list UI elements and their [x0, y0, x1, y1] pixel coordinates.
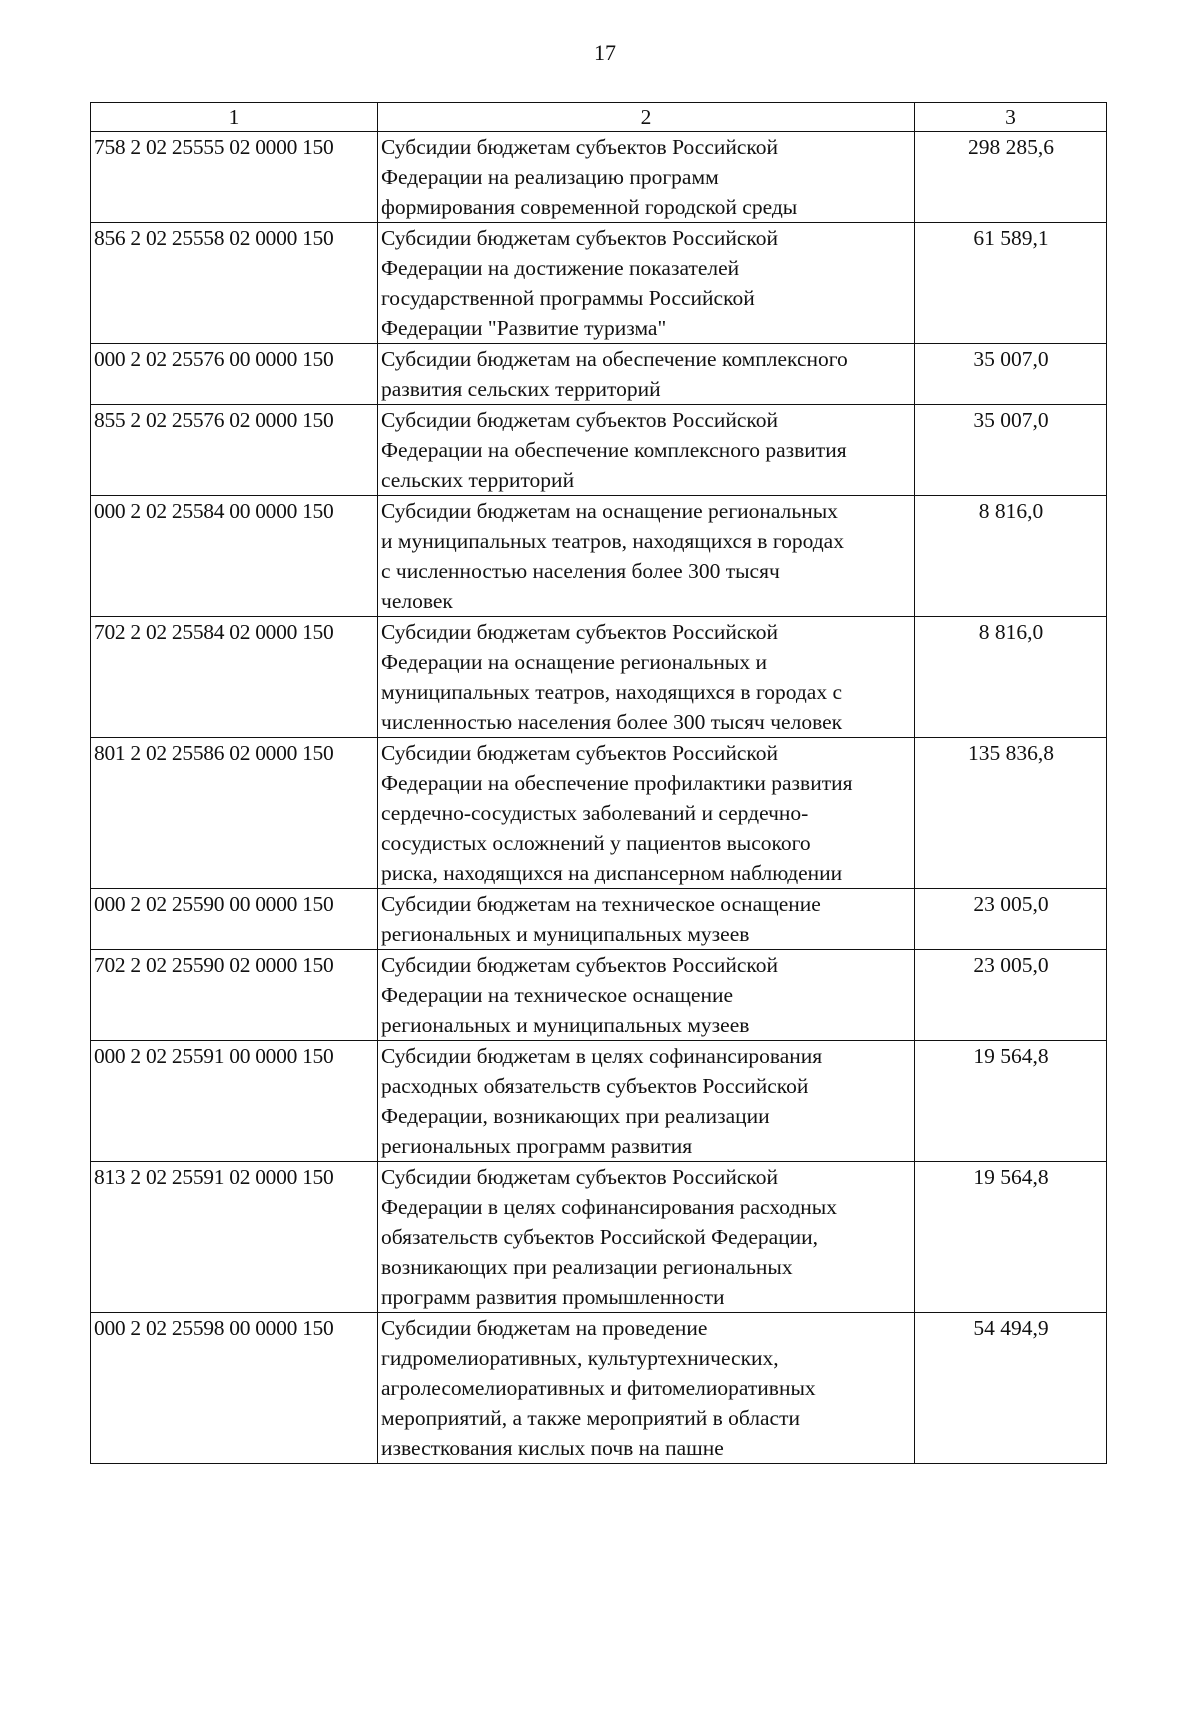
table-row: [91, 889, 1107, 950]
table-row: [91, 617, 1107, 738]
description-line: агролесомелиоративных и фитомелиоративных: [381, 1376, 816, 1400]
description-line: и муниципальных театров, находящихся в городах: [381, 529, 844, 553]
amount-cell: 298 285,6: [915, 132, 1107, 223]
table-row: [91, 496, 1107, 617]
budget-code-cell: 702 2 02 25584 02 0000 150: [91, 617, 378, 738]
description-line: Субсидии бюджетам субъектов Российской: [381, 620, 779, 644]
description-line: региональных программ развития: [381, 1134, 693, 1158]
description-cell: [378, 344, 915, 405]
description-line: Субсидии бюджетам на оснащение региональных: [381, 499, 838, 523]
budget-code-cell: 000 2 02 25584 00 0000 150: [91, 496, 378, 617]
description-line: Субсидии бюджетам субъектов Российской: [381, 953, 779, 977]
description-line: Федерации на достижение показателей: [381, 256, 740, 280]
description-cell: [378, 1313, 915, 1464]
budget-code-cell: 856 2 02 25558 02 0000 150: [91, 223, 378, 344]
description-line: Субсидии бюджетам субъектов Российской: [381, 226, 779, 250]
description-cell: [378, 950, 915, 1041]
description-line: формирования современной городской среды: [381, 195, 798, 219]
table-row: [91, 738, 1107, 889]
description-line: Федерации, возникающих при реализации: [381, 1104, 770, 1128]
description-line: Субсидии бюджетам на техническое оснащение: [381, 892, 821, 916]
table-header-row: [91, 103, 1107, 132]
description-line: сельских территорий: [381, 468, 575, 492]
table-row: [91, 132, 1107, 223]
column-header-amount: 3: [915, 103, 1107, 132]
description-line: Субсидии бюджетам в целях софинансирования: [381, 1044, 823, 1068]
budget-code-cell: 702 2 02 25590 02 0000 150: [91, 950, 378, 1041]
description-cell: [378, 405, 915, 496]
description-cell: [378, 132, 915, 223]
amount-cell: 135 836,8: [915, 738, 1107, 889]
budget-code-cell: 801 2 02 25586 02 0000 150: [91, 738, 378, 889]
description-cell: [378, 496, 915, 617]
description-line: возникающих при реализации региональных: [381, 1255, 793, 1279]
table-row: [91, 1162, 1107, 1313]
description-line: Федерации на обеспечение комплексного развития: [381, 438, 847, 462]
amount-cell: 61 589,1: [915, 223, 1107, 344]
description-line: региональных и муниципальных музеев: [381, 922, 750, 946]
description-line: сердечно-сосудистых заболеваний и сердечно-: [381, 801, 809, 825]
description-line: Федерации на реализацию программ: [381, 165, 719, 189]
description-line: муниципальных театров, находящихся в городах с: [381, 680, 843, 704]
amount-cell: 54 494,9: [915, 1313, 1107, 1464]
description-line: Федерации "Развитие туризма": [381, 316, 667, 340]
page-number: 17: [594, 40, 616, 65]
description-cell: [378, 1162, 915, 1313]
description-line: сосудистых осложнений у пациентов высокого: [381, 831, 811, 855]
description-cell: [378, 889, 915, 950]
description-line: численностью населения более 300 тысяч человек: [381, 710, 843, 734]
description-line: Субсидии бюджетам субъектов Российской: [381, 1165, 779, 1189]
description-line: Субсидии бюджетам на проведение: [381, 1316, 708, 1340]
column-header-code: 1: [91, 103, 378, 132]
description-line: Субсидии бюджетам субъектов Российской: [381, 408, 779, 432]
description-line: Субсидии бюджетам на обеспечение комплексного: [381, 347, 848, 371]
description-line: Федерации на обеспечение профилактики развития: [381, 771, 853, 795]
description-line: Федерации на оснащение региональных и: [381, 650, 767, 674]
description-line: Субсидии бюджетам субъектов Российской: [381, 741, 779, 765]
budget-code-cell: 000 2 02 25576 00 0000 150: [91, 344, 378, 405]
description-cell: [378, 223, 915, 344]
amount-cell: 19 564,8: [915, 1041, 1107, 1162]
budget-code-cell: 000 2 02 25591 00 0000 150: [91, 1041, 378, 1162]
budget-code-cell: 000 2 02 25590 00 0000 150: [91, 889, 378, 950]
description-line: обязательств субъектов Российской Федерации,: [381, 1225, 819, 1249]
table-row: [91, 1041, 1107, 1162]
description-cell: [378, 1041, 915, 1162]
table-body: [91, 132, 1107, 1464]
amount-cell: 23 005,0: [915, 889, 1107, 950]
table-row: [91, 223, 1107, 344]
amount-cell: 19 564,8: [915, 1162, 1107, 1313]
description-cell: [378, 738, 915, 889]
budget-code-cell: 758 2 02 25555 02 0000 150: [91, 132, 378, 223]
budget-code-cell: 855 2 02 25576 02 0000 150: [91, 405, 378, 496]
budget-code-cell: 000 2 02 25598 00 0000 150: [91, 1313, 378, 1464]
table-row: [91, 950, 1107, 1041]
description-line: Федерации на техническое оснащение: [381, 983, 733, 1007]
amount-cell: 35 007,0: [915, 344, 1107, 405]
description-line: с численностью населения более 300 тысяч: [381, 559, 780, 583]
description-line: расходных обязательств субъектов Российской: [381, 1074, 809, 1098]
description-line: государственной программы Российской: [381, 286, 755, 310]
budget-table: [90, 102, 1107, 1464]
budget-code-cell: 813 2 02 25591 02 0000 150: [91, 1162, 378, 1313]
table-row: [91, 344, 1107, 405]
amount-cell: 8 816,0: [915, 617, 1107, 738]
description-line: Субсидии бюджетам субъектов Российской: [381, 135, 779, 159]
description-line: мероприятий, а также мероприятий в области: [381, 1406, 800, 1430]
description-line: программ развития промышленности: [381, 1285, 725, 1309]
column-header-name: 2: [378, 103, 915, 132]
amount-cell: 8 816,0: [915, 496, 1107, 617]
table-row: [91, 1313, 1107, 1464]
description-line: известкования кислых почв на пашне: [381, 1436, 724, 1460]
description-cell: [378, 617, 915, 738]
description-line: Федерации в целях софинансирования расходных: [381, 1195, 838, 1219]
description-line: гидромелиоративных, культуртехнических,: [381, 1346, 779, 1370]
table-row: [91, 405, 1107, 496]
description-line: человек: [381, 589, 453, 613]
amount-cell: 35 007,0: [915, 405, 1107, 496]
description-line: риска, находящихся на диспансерном наблюдении: [381, 861, 843, 885]
amount-cell: 23 005,0: [915, 950, 1107, 1041]
description-line: региональных и муниципальных музеев: [381, 1013, 750, 1037]
description-line: развития сельских территорий: [381, 377, 661, 401]
